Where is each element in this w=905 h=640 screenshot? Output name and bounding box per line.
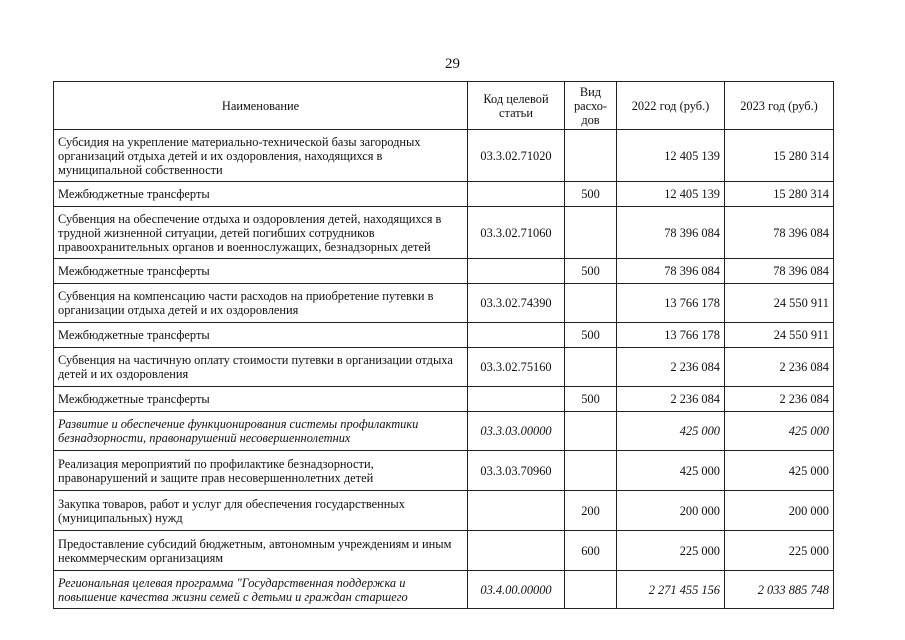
row-2022: 2 236 084 [617, 387, 725, 412]
row-2022: 13 766 178 [617, 323, 725, 348]
table-row [54, 182, 834, 207]
row-2023: 2 236 084 [725, 387, 834, 412]
row-type: 500 [565, 387, 617, 412]
row-code: 03.3.02.71060 [468, 207, 565, 259]
row-name: Региональная целевая программа "Государственная поддержка и повышение качества жизни семей с детьми и граждан старшего [54, 571, 468, 609]
row-type: 600 [565, 531, 617, 571]
row-name: Субвенция на компенсацию части расходов на приобретение путевки в организации отдыха детей и их оздоровления [54, 284, 468, 323]
row-name: Субвенция на обеспечение отдыха и оздоровления детей, находящихся в трудной жизненной ситуации, детей погибших сотрудников правоохранительных органов и военнослужащих, безнадзорных детей [54, 207, 468, 259]
row-2023: 78 396 084 [725, 259, 834, 284]
header-name: Наименование [54, 82, 468, 130]
header-code: Код целевой статьи [468, 82, 565, 130]
header-2022: 2022 год (руб.) [617, 82, 725, 130]
row-2022: 425 000 [617, 451, 725, 491]
row-2023: 225 000 [725, 531, 834, 571]
table-row [54, 387, 834, 412]
row-2023: 24 550 911 [725, 284, 834, 323]
table-row [54, 451, 834, 491]
row-2022: 2 236 084 [617, 348, 725, 387]
table-header-row [54, 82, 834, 130]
row-type [565, 451, 617, 491]
row-2023: 200 000 [725, 491, 834, 531]
row-2022: 2 271 455 156 [617, 571, 725, 609]
page-number: 29 [445, 56, 460, 72]
row-code: 03.4.00.00000 [468, 571, 565, 609]
row-type [565, 412, 617, 451]
row-2023: 2 236 084 [725, 348, 834, 387]
row-type [565, 284, 617, 323]
row-name: Реализация мероприятий по профилактике безнадзорности, правонарушений и защите прав несовершеннолетних детей [54, 451, 468, 491]
row-2022: 425 000 [617, 412, 725, 451]
row-2023: 78 396 084 [725, 207, 834, 259]
table-row [54, 259, 834, 284]
table-row [54, 323, 834, 348]
row-2022: 200 000 [617, 491, 725, 531]
row-type [565, 348, 617, 387]
header-type: Вид расхо-дов [565, 82, 617, 130]
row-name: Межбюджетные трансферты [54, 259, 468, 284]
row-2023: 15 280 314 [725, 182, 834, 207]
row-code [468, 323, 565, 348]
row-type [565, 130, 617, 182]
row-name: Закупка товаров, работ и услуг для обеспечения государственных (муниципальных) нужд [54, 491, 468, 531]
budget-table [53, 81, 834, 609]
row-type: 200 [565, 491, 617, 531]
table-row [54, 531, 834, 571]
row-name: Развитие и обеспечение функционирования системы профилактики безнадзорности, правонарушений несовершеннолетних [54, 412, 468, 451]
row-code: 03.3.02.74390 [468, 284, 565, 323]
row-2022: 225 000 [617, 531, 725, 571]
row-2023: 24 550 911 [725, 323, 834, 348]
table-row [54, 571, 834, 609]
table-row [54, 348, 834, 387]
row-name: Субсидия на укрепление материально-технической базы загородных организаций отдыха детей и их оздоровления, находящихся в муниципальной собственности [54, 130, 468, 182]
row-type [565, 571, 617, 609]
table-row [54, 412, 834, 451]
row-code [468, 491, 565, 531]
row-name: Предоставление субсидий бюджетным, автономным учреждениям и иным некоммерческим организациям [54, 531, 468, 571]
row-type: 500 [565, 259, 617, 284]
header-2023: 2023 год (руб.) [725, 82, 834, 130]
row-code: 03.3.03.00000 [468, 412, 565, 451]
row-2022: 78 396 084 [617, 207, 725, 259]
row-code [468, 182, 565, 207]
row-name: Межбюджетные трансферты [54, 182, 468, 207]
row-2023: 425 000 [725, 412, 834, 451]
row-code [468, 531, 565, 571]
row-type: 500 [565, 323, 617, 348]
row-code: 03.3.03.70960 [468, 451, 565, 491]
table-row [54, 207, 834, 259]
row-2023: 2 033 885 748 [725, 571, 834, 609]
row-code [468, 259, 565, 284]
row-2023: 15 280 314 [725, 130, 834, 182]
row-name: Межбюджетные трансферты [54, 323, 468, 348]
row-2022: 13 766 178 [617, 284, 725, 323]
row-code: 03.3.02.75160 [468, 348, 565, 387]
row-2023: 425 000 [725, 451, 834, 491]
row-code [468, 387, 565, 412]
row-code: 03.3.02.71020 [468, 130, 565, 182]
row-type: 500 [565, 182, 617, 207]
row-type [565, 207, 617, 259]
table-row [54, 130, 834, 182]
table-row [54, 491, 834, 531]
table-row [54, 284, 834, 323]
row-2022: 78 396 084 [617, 259, 725, 284]
row-2022: 12 405 139 [617, 130, 725, 182]
row-name: Субвенция на частичную оплату стоимости путевки в организации отдыха детей и их оздоровления [54, 348, 468, 387]
row-2022: 12 405 139 [617, 182, 725, 207]
row-name: Межбюджетные трансферты [54, 387, 468, 412]
